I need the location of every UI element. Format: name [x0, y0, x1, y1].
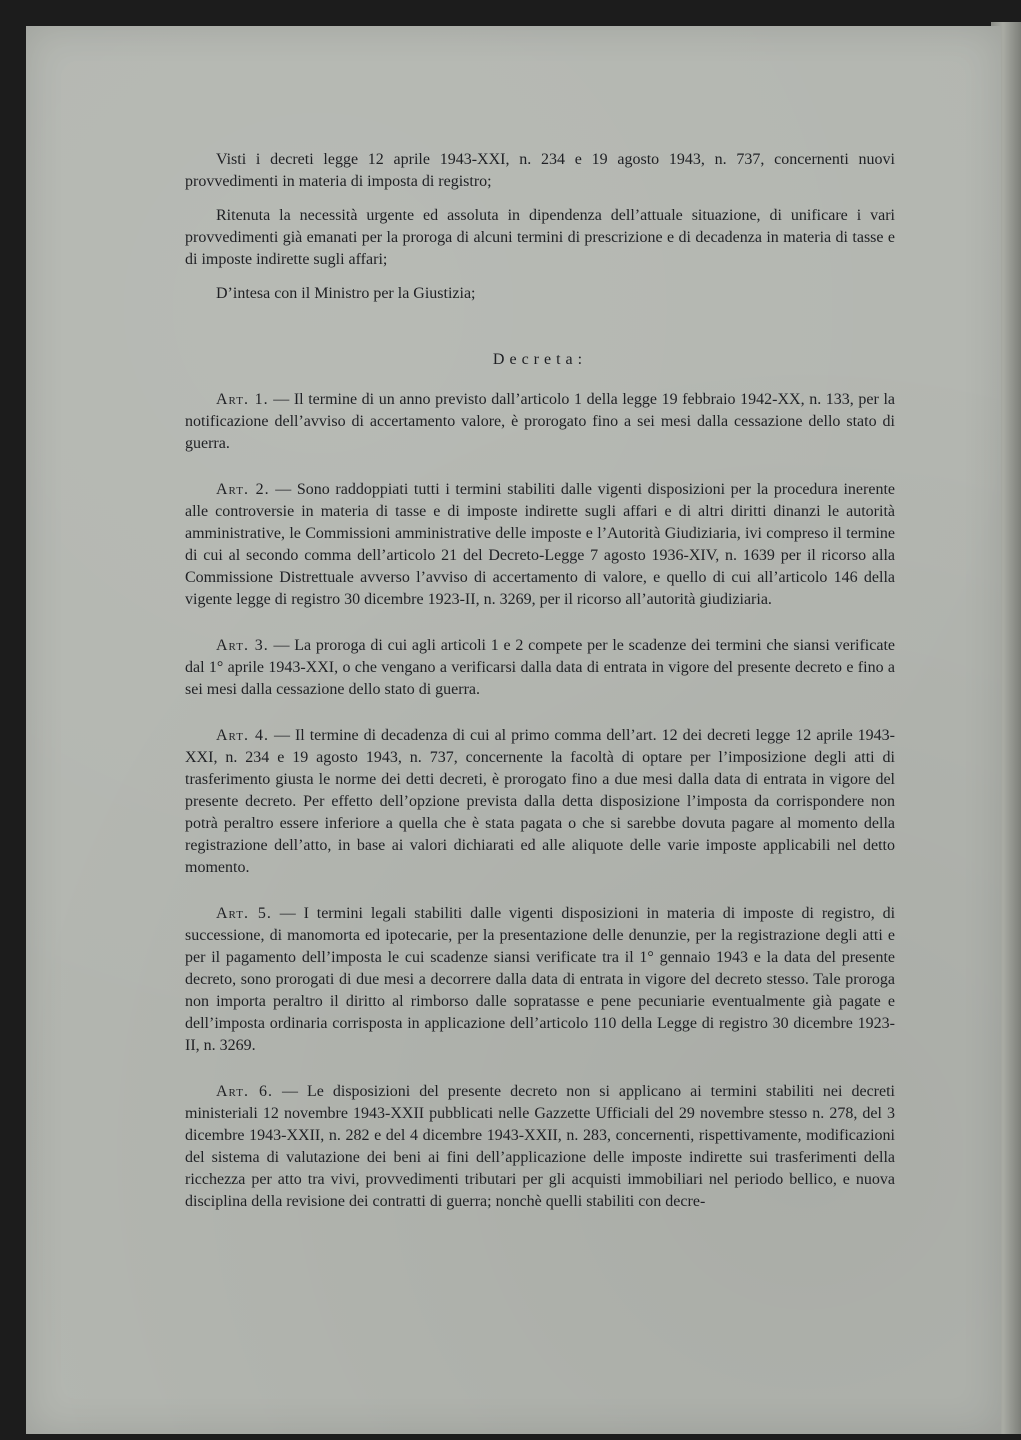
preamble-paragraph: D’intesa con il Ministro per la Giustizia; — [216, 285, 476, 302]
decreta-heading: Decreta: — [492, 351, 588, 368]
article-text: — Il termine di un anno previsto dall’articolo 1 della legge 19 febbraio 1942-XX, n. 133, per la notificazione dell’avviso di accertamento valore, è prorogato fino a sei mesi dalla cessazione dello stato di guerra. — [185, 391, 896, 452]
article-2 — [185, 479, 895, 611]
article-4 — [185, 725, 895, 879]
article-text: — I termini legali stabiliti dalle vigenti disposizioni in materia di imposte di registro, di successione, di manomorta ed ipotecarie, per la presentazione delle denunzie, per la registrazione degli atti e per il pagamento dell’imposta le cui scadenze siansi verificate tra il 1° gennaio 1943 e la data del presente decreto, sono prorogati di due mesi a decorrere dalla data di entrata in vigore del decreto stesso. Tale proroga non importa peraltro il diritto al rimborso dalle sopratasse e pene pecuniarie eventualmente già pagate e dell’imposta ordinaria corrisposta in applicazione dell’articolo 110 della Legge di registro 30 dicembre 1923-II, n. 3269. — [185, 905, 896, 1054]
document-body — [185, 149, 895, 1237]
article-label: Art. 1. — [216, 391, 269, 408]
article-5 — [185, 903, 895, 1057]
preamble-paragraph: Visti i decreti legge 12 aprile 1943-XXI, n. 234 e 19 agosto 1943, n. 737, concernenti nuovi provvedimenti in materia di imposta di registro; — [185, 151, 895, 190]
article-label: Art. 2. — [216, 481, 270, 498]
article-text: — Le disposizioni del presente decreto non si applicano ai termini stabiliti nei decreti ministeriali 12 novembre 1943-XXII pubblicati nelle Gazzette Ufficiali del 29 novembre stesso n. 278, del 3 dicembre 1943-XXII, n. 282 e del 4 dicembre 1943-XXII, n. 283, concernenti, rispettivamente, modificazioni del sistema di valutazione dei beni ai fini dell’applicazione delle imposte indirette sui trasferimenti della ricchezza per atto tra vivi, provvedimenti tributari per gli acquisti immobiliari nel periodo bellico, e nuova disciplina della revisione dei contratti di guerra; nonchè quelli stabiliti con decre- — [185, 1083, 895, 1210]
article-6 — [185, 1081, 895, 1213]
article-text: — La proroga di cui agli articoli 1 e 2 compete per le scadenze dei termini che siansi verificate dal 1° aprile 1943-XXI, o che vengano a verificarsi dalla data di entrata in vigore del presente decreto e fino a sei mesi dalla cessazione dello stato di guerra. — [185, 637, 895, 698]
article-label: Art. 3. — [216, 637, 269, 654]
article-label: Art. 6. — [216, 1083, 273, 1100]
article-text: — Il termine di decadenza di cui al primo comma dell’art. 12 dei decreti legge 12 aprile 1943-XXI, n. 234 e 19 agosto 1943, n. 737, concernente la facoltà di optare per l’imposizione degli atti di trasferimento giusta le norme dei detti decreti, è prorogato fino a due mesi dalla data di entrata in vigore del presente decreto. Per effetto dell’opzione prevista dalla detta disposizione l’imposta da corrispondere non potrà peraltro essere inferiore a quella che è stata pagata o che si sarebbe dovuta pagare al momento della registrazione dell’atto, in base ai valori dichiarati ed alle aliquote delle varie imposte applicabili nel detto momento. — [185, 727, 896, 876]
article-label: Art. 4. — [216, 727, 269, 744]
article-text: — Sono raddoppiati tutti i termini stabiliti dalle vigenti disposizioni per la procedura inerente alle controversie in materia di tasse e di imposte indirette sugli affari e di altri diritti dinanzi le autorità amministrative, le Commissioni amministrative delle imposte e l’Autorità Giudiziaria, ivi compreso il termine di cui al secondo comma dell’articolo 21 del Decreto-Legge 7 agosto 1936-XIV, n. 1639 per il ricorso alla Commissione Distrettuale avverso l’avviso di accertamento di valore, e quello di cui all’articolo 146 della vigente legge di registro 30 dicembre 1923-II, n. 3269, per il ricorso all’autorità giudiziaria. — [185, 481, 896, 608]
article-3 — [185, 635, 895, 701]
article-label: Art. 5. — [216, 905, 272, 922]
article-1 — [185, 389, 895, 455]
document-page — [26, 26, 1001, 1434]
preamble-paragraph: Ritenuta la necessità urgente ed assoluta in dipendenza dell’attuale situazione, di unificare i vari provvedimenti già emanati per la proroga di alcuni termini di prescrizione e di decadenza in materia di tasse e di imposte indirette sugli affari; — [185, 207, 895, 268]
